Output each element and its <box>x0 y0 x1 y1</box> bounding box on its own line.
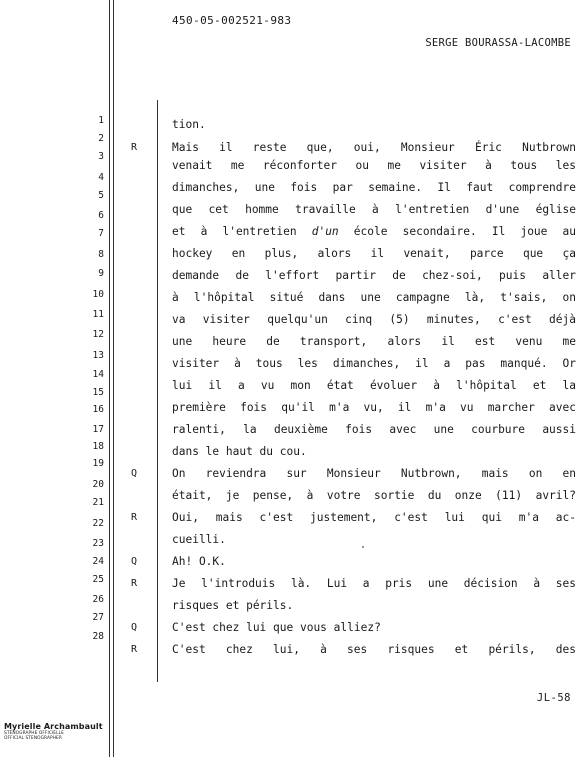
speaker-label: Q <box>130 556 138 567</box>
transcript-line: dimanches, une fois par semaine. Il faut comprendre <box>172 181 576 194</box>
line-number: 2 <box>98 133 104 144</box>
transcript-line: hockey en plus, alors il venait, parce que ça <box>172 247 576 260</box>
margin-rule-left-2 <box>113 0 114 757</box>
line-number: 24 <box>92 556 104 567</box>
transcript-line: On reviendra sur Monsieur Nutbrown, mais on en <box>172 467 576 480</box>
transcript-line: risques et périls. <box>172 599 294 612</box>
transcript-line: C'est chez lui, à ses risques et périls, des <box>172 643 576 656</box>
transcript-line: visiter à tous les dimanches, il a pas manqué. Or <box>172 357 576 370</box>
transcript-line: et à l'entretien d'un école secondaire. Il joue au <box>172 225 577 238</box>
line-number: 10 <box>92 289 104 300</box>
transcript-line: Ah! O.K. <box>172 555 226 568</box>
transcript-line: ralenti, la deuxième fois avec une courbure aussi <box>172 423 576 436</box>
line-number: 4 <box>98 172 104 183</box>
line-number: 8 <box>98 249 104 260</box>
stray-mark <box>362 546 364 548</box>
line-number: 17 <box>92 424 104 435</box>
page-label: JL-58 <box>536 692 571 704</box>
line-number: 6 <box>98 210 104 221</box>
line-number: 3 <box>98 151 104 162</box>
transcript-line: une heure de transport, alors il est venu me <box>172 335 576 348</box>
witness-name: SERGE BOURASSA-LACOMBE <box>425 37 571 49</box>
transcript-line: C'est chez lui que vous alliez? <box>172 621 381 634</box>
margin-rule-speaker <box>157 100 158 682</box>
line-number: 25 <box>92 574 104 585</box>
transcript-line: était, je pense, à votre sortie du onze (11) avril? <box>172 489 576 502</box>
transcript-line: dans le haut du cou. <box>172 445 307 458</box>
line-number: 28 <box>92 631 104 642</box>
case-number: 450-05-002521-983 <box>172 14 292 27</box>
line-number: 1 <box>98 115 104 126</box>
line-number: 23 <box>92 538 104 549</box>
speaker-label: R <box>130 512 138 523</box>
line-number: 7 <box>98 228 104 239</box>
transcript-line: tion. <box>172 118 206 131</box>
transcript-line: demande de l'effort partir de chez-soi, puis aller <box>172 269 576 282</box>
line-number: 9 <box>98 268 104 279</box>
line-number: 26 <box>92 594 104 605</box>
transcript-line: Mais il reste que, oui, Monsieur Éric Nutbrown <box>172 141 576 154</box>
line-number: 22 <box>92 518 104 529</box>
transcript-line: à l'hôpital situé dans une campagne là, t'sais, on <box>172 291 576 304</box>
transcript-line: Oui, mais c'est justement, c'est lui qui m'a ac- <box>172 511 576 524</box>
line-number: 13 <box>92 350 104 361</box>
margin-rule-left-1 <box>109 0 110 757</box>
line-number: 14 <box>92 369 104 380</box>
line-number: 27 <box>92 612 104 623</box>
stamp-name: Myrielle Archambault <box>4 722 103 731</box>
transcript-line: Je l'introduis là. Lui a pris une décision à ses <box>172 577 576 590</box>
line-number: 12 <box>92 329 104 340</box>
line-number: 11 <box>92 309 104 320</box>
stamp-title-en: OFFICIAL STENOGRAPHER <box>4 736 62 741</box>
speaker-label: R <box>130 578 138 589</box>
line-number: 5 <box>98 190 104 201</box>
transcript-line: va visiter quelqu'un cinq (5) minutes, c'est déjà <box>172 313 576 326</box>
transcript-line: que cet homme travaille à l'entretien d'une église <box>172 203 576 216</box>
transcript-line: première fois qu'il m'a vu, il m'a vu marcher avec <box>172 401 576 414</box>
speaker-label: R <box>130 142 138 153</box>
speaker-label: R <box>130 644 138 655</box>
speaker-label: Q <box>130 468 138 479</box>
stamp-title-fr: STÉNOGRAPHE OFFICIELLE <box>4 731 64 736</box>
line-number: 19 <box>92 458 104 469</box>
line-number: 21 <box>92 497 104 508</box>
line-number: 15 <box>92 387 104 398</box>
speaker-label: Q <box>130 622 138 633</box>
stenographer-stamp <box>4 722 103 741</box>
line-number: 16 <box>92 404 104 415</box>
transcript-line: lui il a vu mon état évoluer à l'hôpital et la <box>172 379 576 392</box>
transcript-line: venait me réconforter ou me visiter à tous les <box>172 159 576 172</box>
transcript-line: cueilli. <box>172 533 226 546</box>
line-number: 18 <box>92 441 104 452</box>
line-number: 20 <box>92 479 104 490</box>
